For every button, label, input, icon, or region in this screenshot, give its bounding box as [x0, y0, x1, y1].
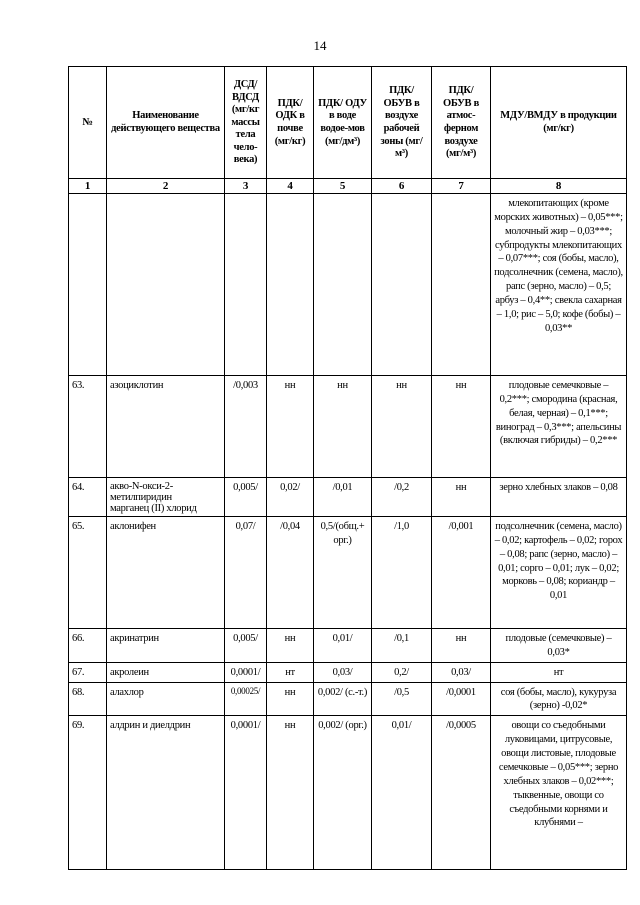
substance-name: акринатрин: [107, 629, 225, 663]
substance-name: [107, 478, 225, 517]
table-row: [69, 682, 627, 716]
mrl-value: плодовые (семечковые) – 0,03*: [491, 629, 627, 663]
column-number: 5: [314, 179, 372, 194]
substance-name: аклонифен: [107, 517, 225, 629]
row-number: 65.: [69, 517, 107, 629]
mrl-value: подсолнечник (семена, масло) – 0,02; картофель – 0,02; горох – 0,08; рапс (зерно, масло) – 0,01; сорго – 0,01; лук – 0,02; морковь – 0,08; кориандр – 0,01: [491, 517, 627, 629]
dsd-value: 0,07/: [225, 517, 267, 629]
dsd-value: [225, 194, 267, 376]
workzone-air-value: 0,2/: [372, 662, 432, 682]
workzone-air-value: /0,2: [372, 478, 432, 517]
mrl-value: млекопитающих (кроме морских животных) – 0,05***; молочный жир – 0,03***; субпродукты млекопитающих – 0,07***; соя (бобы, масло), подсолнечник (семена, масло), рапс (зерно, масло) – 0,5; арбуз – 0,4**; свекла сахарная – 1,0; рис – 5,0; кофе (бобы) – 0,03**: [491, 194, 627, 376]
soil-value: нн: [267, 716, 314, 870]
row-number: [69, 194, 107, 376]
substance-name: азоциклотин: [107, 376, 225, 478]
mrl-value: соя (бобы, масло), кукуруза (зерно) -0,02*: [491, 682, 627, 716]
workzone-air-value: нн: [372, 376, 432, 478]
column-number: 1: [69, 179, 107, 194]
workzone-air-value: 0,01/: [372, 716, 432, 870]
soil-value: 0,02/: [267, 478, 314, 517]
water-value: 0,03/: [314, 662, 372, 682]
substance-name: алахлор: [107, 682, 225, 716]
water-value: 0,01/: [314, 629, 372, 663]
dsd-value: 0,00025/: [225, 682, 267, 716]
atmospheric-air-value: [432, 194, 491, 376]
row-number: 64.: [69, 478, 107, 517]
column-number: 2: [107, 179, 225, 194]
row-number: 69.: [69, 716, 107, 870]
water-value: 0,5/(общ.+ орг.): [314, 517, 372, 629]
atmospheric-air-value: нн: [432, 376, 491, 478]
table-row: [69, 716, 627, 870]
substance-name-line: акво-N-окси-2-: [110, 481, 173, 492]
workzone-air-value: /0,5: [372, 682, 432, 716]
header-workzone-air: ПДК/ ОБУВ в воздухе рабочей зоны (мг/м³): [372, 67, 432, 179]
atmospheric-air-value: 0,03/: [432, 662, 491, 682]
substance-name-line: марганец (II) хлорид: [110, 503, 197, 515]
mrl-value: нт: [491, 662, 627, 682]
soil-value: нн: [267, 629, 314, 663]
mrl-value: плодовые семечковые – 0,2***; смородина (красная, белая, черная) – 0,1***; виноград – 0,3***; апельсины (включая гибриды) – 0,2***: [491, 376, 627, 478]
page-number: 14: [313, 38, 327, 53]
row-number: 63.: [69, 376, 107, 478]
dsd-value: /0,003: [225, 376, 267, 478]
header-soil: ПДК/ ОДК в почве (мг/кг): [267, 67, 314, 179]
header-atmospheric-air: ПДК/ ОБУВ в атмос-ферном воздухе (мг/м³): [432, 67, 491, 179]
workzone-air-value: /1,0: [372, 517, 432, 629]
table-row: [69, 478, 627, 517]
soil-value: [267, 194, 314, 376]
dsd-value: 0,005/: [225, 478, 267, 517]
atmospheric-air-value: нн: [432, 629, 491, 663]
column-number: 7: [432, 179, 491, 194]
dsd-value: 0,0001/: [225, 716, 267, 870]
dsd-value: 0,005/: [225, 629, 267, 663]
water-value: [314, 194, 372, 376]
soil-value: нт: [267, 662, 314, 682]
mrl-value: зерно хлебных злаков – 0,08: [491, 478, 627, 517]
soil-value: нн: [267, 376, 314, 478]
table-row: [69, 517, 627, 629]
column-number-row: [69, 179, 627, 194]
row-number: 68.: [69, 682, 107, 716]
atmospheric-air-value: /0,0005: [432, 716, 491, 870]
column-number: 3: [225, 179, 267, 194]
table-header-row: [69, 67, 627, 179]
water-value: нн: [314, 376, 372, 478]
header-dsd: ДСД/ ВДСД (мг/кг массы тела чело-века): [225, 67, 267, 179]
workzone-air-value: [372, 194, 432, 376]
soil-value: /0,04: [267, 517, 314, 629]
column-number: 8: [491, 179, 627, 194]
column-number: 6: [372, 179, 432, 194]
row-number: 67.: [69, 662, 107, 682]
substance-name: [107, 194, 225, 376]
header-mrl: МДУ/ВМДУ в продукции (мг/кг): [491, 67, 627, 179]
dsd-value: 0,0001/: [225, 662, 267, 682]
substance-name: алдрин и диелдрин: [107, 716, 225, 870]
column-number: 4: [267, 179, 314, 194]
table-row: [69, 376, 627, 478]
header-number: №: [69, 67, 107, 179]
pesticide-standards-table: [68, 66, 627, 870]
table-row: [69, 194, 627, 376]
atmospheric-air-value: нн: [432, 478, 491, 517]
table-row: [69, 629, 627, 663]
substance-name: акролеин: [107, 662, 225, 682]
workzone-air-value: /0,1: [372, 629, 432, 663]
atmospheric-air-value: /0,0001: [432, 682, 491, 716]
row-number: 66.: [69, 629, 107, 663]
table-row: [69, 662, 627, 682]
water-value: /0,01: [314, 478, 372, 517]
substance-name-line: метилпиридин: [110, 492, 172, 504]
header-water: ПДК/ ОДУ в воде водое-мов (мг/дм³): [314, 67, 372, 179]
water-value: 0,002/ (с.-т.): [314, 682, 372, 716]
water-value: 0,002/ (орг.): [314, 716, 372, 870]
mrl-value: овощи со съедобными луковицами, цитрусовые, овощи листовые, плодовые семечковые – 0,05***; зерно хлебных злаков – 0,02***; тыквенные, овощи со съедобными корнями и клубнями –: [491, 716, 627, 870]
soil-value: нн: [267, 682, 314, 716]
header-substance-name: Наименование действующего вещества: [107, 67, 225, 179]
atmospheric-air-value: /0,001: [432, 517, 491, 629]
